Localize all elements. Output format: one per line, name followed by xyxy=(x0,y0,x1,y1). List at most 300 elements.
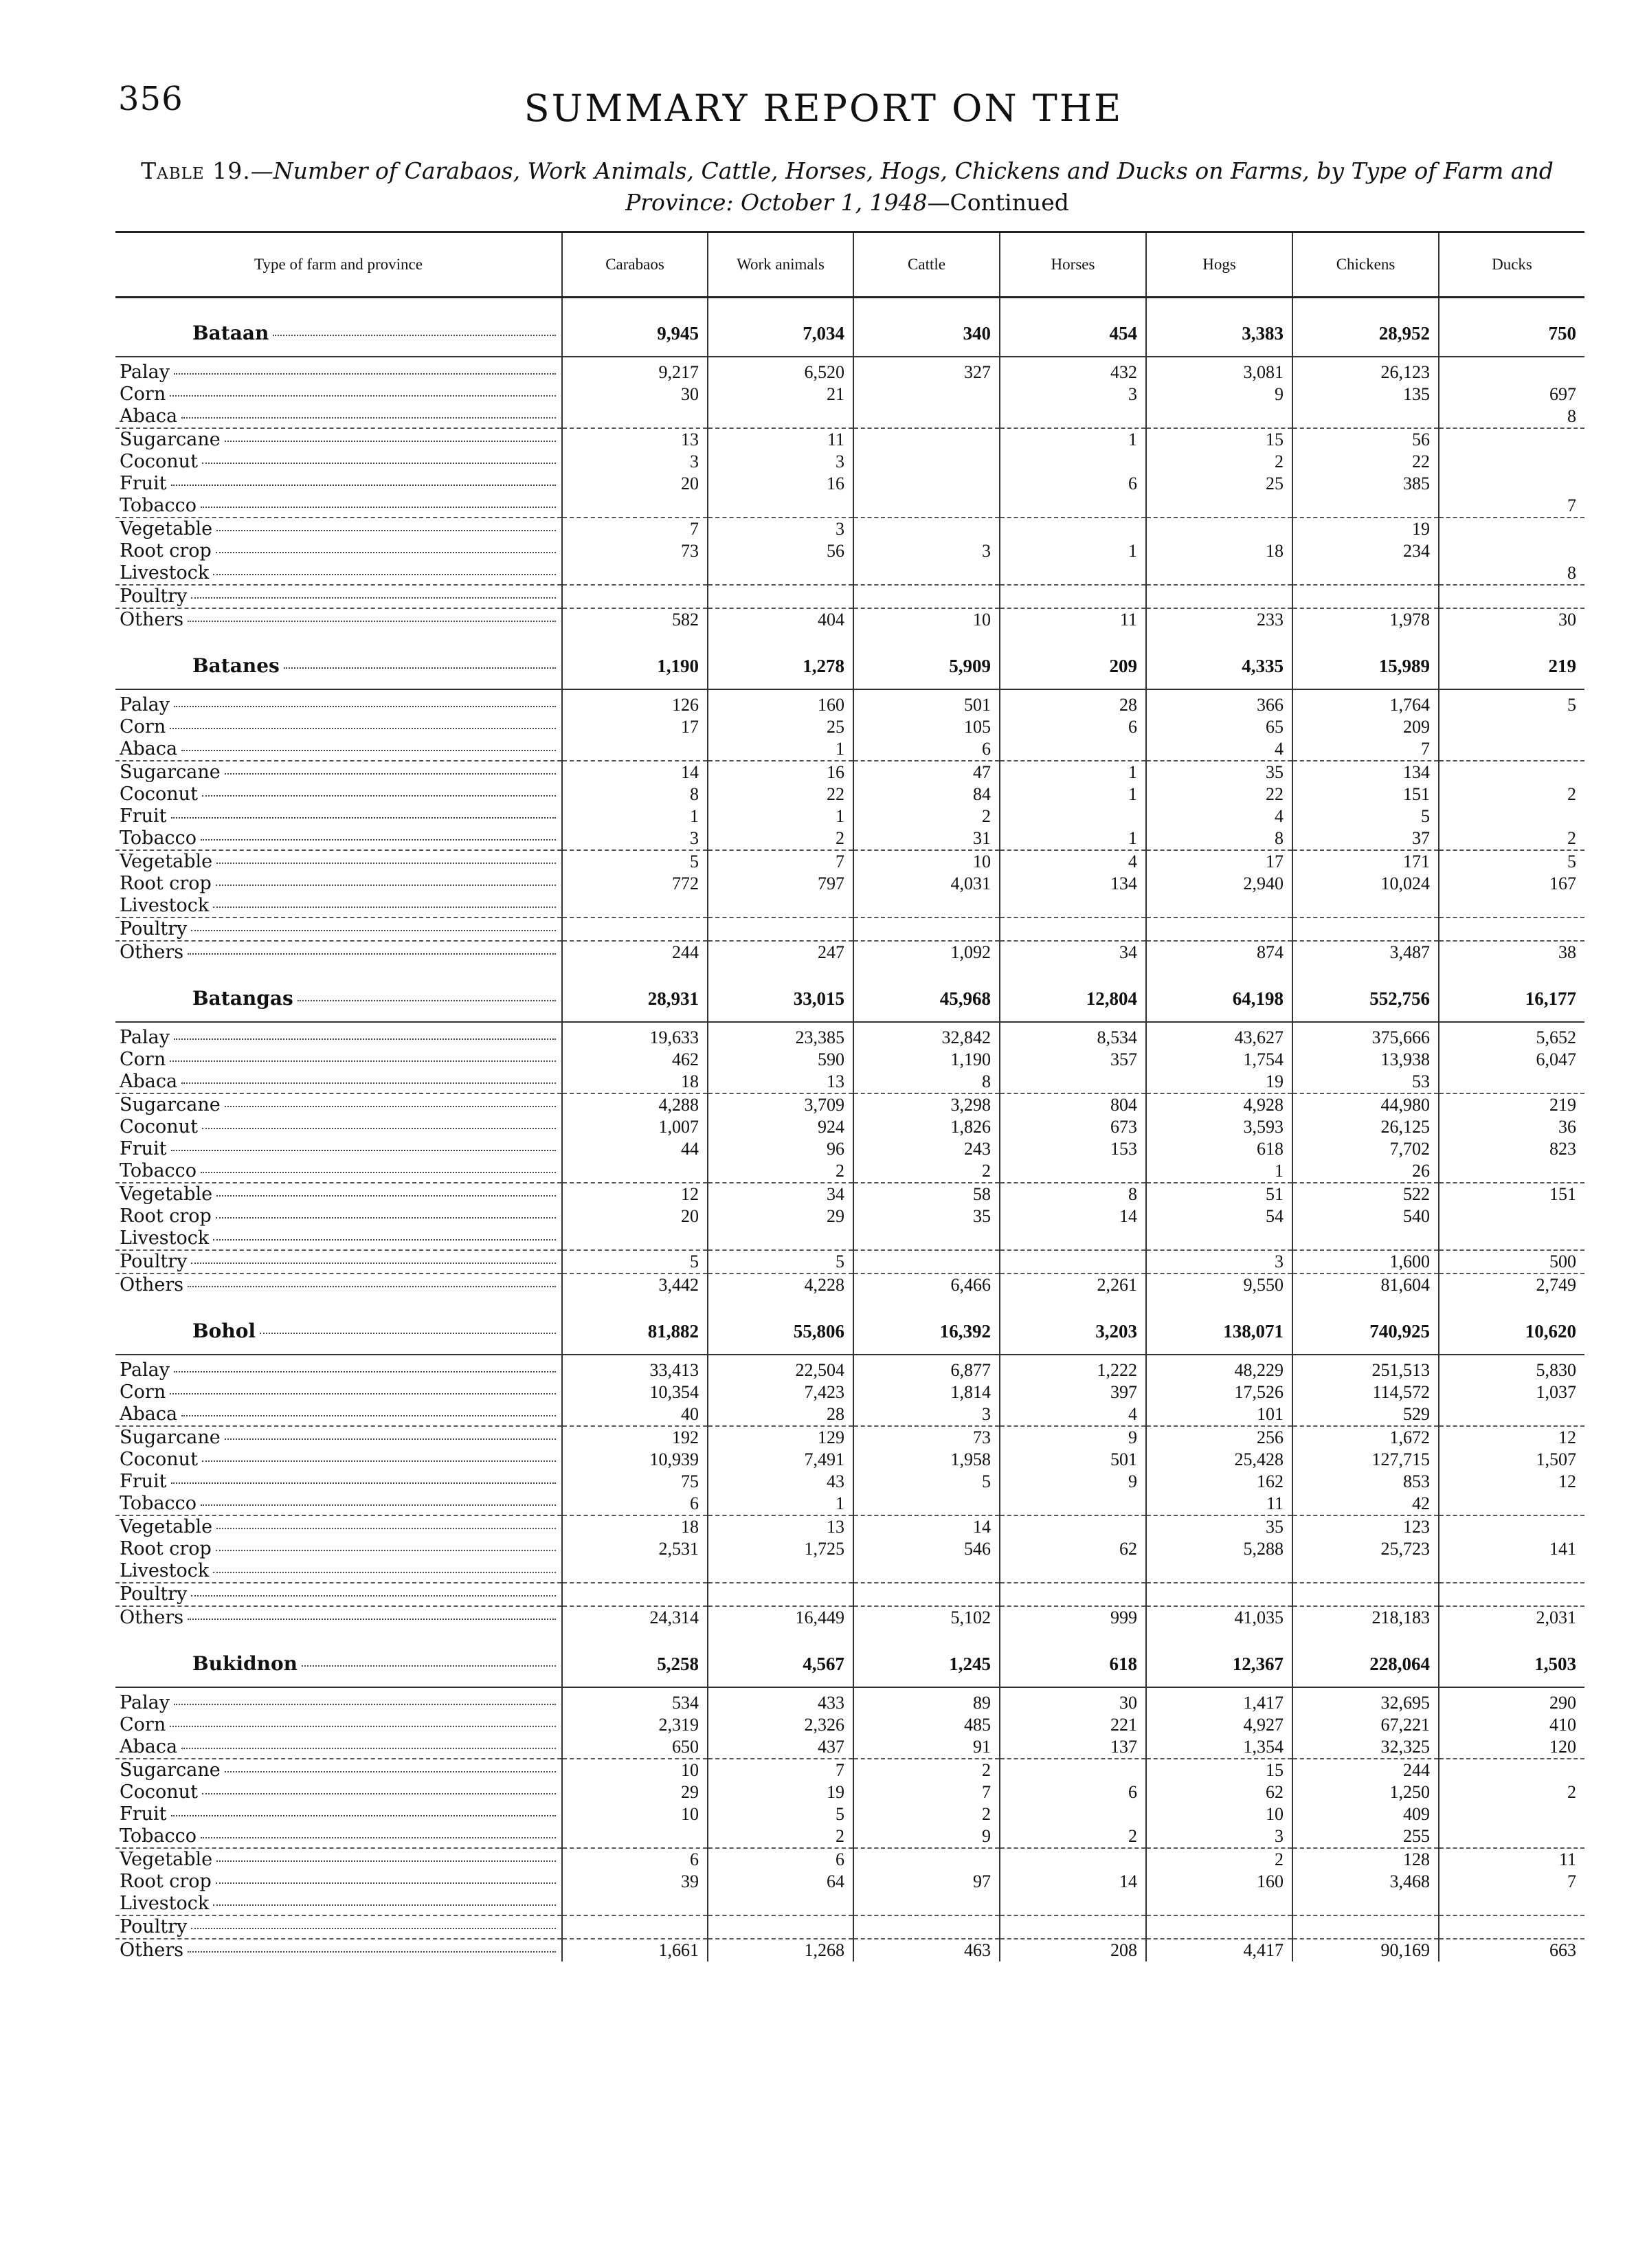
table-cell: 290 xyxy=(1439,1687,1584,1714)
table-cell: 5,909 xyxy=(853,643,1000,689)
running-title: SUMMARY REPORT ON THE xyxy=(524,87,1123,130)
row-label xyxy=(115,941,562,964)
table-cell: 522 xyxy=(1292,1183,1439,1205)
table-cell: 35 xyxy=(853,1205,1000,1227)
table-cell: 5 xyxy=(708,1803,853,1825)
table-cell: 3 xyxy=(562,827,708,850)
spacer-cell xyxy=(1439,964,1584,976)
table-cell xyxy=(708,1915,853,1939)
col-header-horses: Horses xyxy=(1000,232,1146,298)
table-cell: 2 xyxy=(853,1759,1000,1781)
table-cell: 432 xyxy=(1000,357,1146,383)
table-cell: 2 xyxy=(853,1160,1000,1183)
spacer-cell xyxy=(853,631,1000,643)
row-label xyxy=(115,405,562,428)
table-row xyxy=(115,540,1584,562)
table-cell xyxy=(853,405,1000,428)
table-cell xyxy=(853,473,1000,495)
farm-type-label: Tobacco xyxy=(120,827,197,849)
table-cell: 28,931 xyxy=(562,976,708,1022)
table-cell: 91 xyxy=(853,1736,1000,1759)
table-row xyxy=(115,428,1584,451)
table-cell: 3,468 xyxy=(1292,1871,1439,1893)
table-cell xyxy=(708,562,853,585)
table-cell: 17,526 xyxy=(1146,1381,1292,1403)
dot-leader xyxy=(181,417,556,419)
table-cell: 64,198 xyxy=(1146,976,1292,1022)
table-cell xyxy=(853,451,1000,473)
dot-leader xyxy=(201,839,556,841)
table-cell: 540 xyxy=(1292,1205,1439,1227)
table-cell: 500 xyxy=(1439,1250,1584,1274)
spacer-row xyxy=(115,1629,1584,1641)
table-continued: —Continued xyxy=(927,189,1069,216)
table-cell: 10,620 xyxy=(1439,1309,1584,1355)
row-label xyxy=(115,1538,562,1560)
farm-type-label: Tobacco xyxy=(120,495,197,516)
table-cell xyxy=(1439,451,1584,473)
table-cell: 2,749 xyxy=(1439,1274,1584,1296)
table-cell: 153 xyxy=(1000,1138,1146,1160)
dot-leader xyxy=(260,1333,556,1334)
table-cell: 3,593 xyxy=(1146,1116,1292,1138)
table-cell xyxy=(1439,473,1584,495)
spacer-cell xyxy=(1146,631,1292,643)
table-cell: 433 xyxy=(708,1687,853,1714)
table-row xyxy=(115,473,1584,495)
farm-type-label: Root crop xyxy=(120,1205,212,1227)
farm-type-label: Palay xyxy=(120,1027,170,1048)
row-label xyxy=(115,357,562,383)
spacer-cell xyxy=(708,298,853,311)
table-cell xyxy=(1000,1250,1146,1274)
table-cell: 16 xyxy=(708,473,853,495)
table-cell: 13 xyxy=(562,428,708,451)
table-cell: 1,007 xyxy=(562,1116,708,1138)
table-cell: 1,354 xyxy=(1146,1736,1292,1759)
table-cell: 4,228 xyxy=(708,1274,853,1296)
table-cell xyxy=(1439,1160,1584,1183)
table-cell: 772 xyxy=(562,873,708,895)
table-cell: 5,652 xyxy=(1439,1022,1584,1049)
table-cell: 26,125 xyxy=(1292,1116,1439,1138)
table-cell: 64 xyxy=(708,1871,853,1893)
table-cell xyxy=(1439,918,1584,941)
table-cell xyxy=(1439,1071,1584,1093)
table-cell: 19 xyxy=(1292,518,1439,540)
table-cell: 36 xyxy=(1439,1116,1584,1138)
table-cell: 123 xyxy=(1292,1515,1439,1538)
table-row xyxy=(115,1138,1584,1160)
table-cell: 12 xyxy=(1439,1471,1584,1493)
dot-leader xyxy=(202,1128,556,1129)
dot-leader xyxy=(188,621,556,622)
dot-leader xyxy=(201,507,556,508)
table-cell: 233 xyxy=(1146,608,1292,631)
table-cell xyxy=(1146,895,1292,918)
livestock-table xyxy=(115,231,1584,1961)
province-name xyxy=(115,1641,562,1687)
table-cell: 2 xyxy=(1146,451,1292,473)
table-cell: 141 xyxy=(1439,1538,1584,1560)
farm-type-label: Others xyxy=(120,1274,184,1296)
table-cell xyxy=(1292,895,1439,918)
table-cell: 134 xyxy=(1000,873,1146,895)
table-cell: 8,534 xyxy=(1000,1022,1146,1049)
table-cell: 8 xyxy=(1000,1183,1146,1205)
table-cell xyxy=(1292,1560,1439,1583)
table-cell: 13 xyxy=(708,1515,853,1538)
table-cell: 546 xyxy=(853,1538,1000,1560)
table-cell xyxy=(1292,495,1439,518)
table-cell: 3 xyxy=(1000,383,1146,405)
table-row xyxy=(115,1871,1584,1893)
table-cell xyxy=(1000,562,1146,585)
table-cell xyxy=(562,895,708,918)
spacer-cell xyxy=(562,631,708,643)
table-cell: 9 xyxy=(853,1825,1000,1848)
dot-leader xyxy=(191,930,556,931)
table-cell: 244 xyxy=(1292,1759,1439,1781)
table-cell xyxy=(1439,428,1584,451)
dot-leader xyxy=(188,1286,556,1287)
table-cell: 21 xyxy=(708,383,853,405)
table-cell xyxy=(1292,1915,1439,1939)
col-header-type: Type of farm and province xyxy=(115,232,562,298)
table-cell: 697 xyxy=(1439,383,1584,405)
dot-leader xyxy=(213,1572,556,1573)
farm-type-label: Others xyxy=(120,942,184,963)
table-cell: 16,449 xyxy=(708,1606,853,1629)
col-header-hogs: Hogs xyxy=(1146,232,1292,298)
spacer-cell xyxy=(115,631,562,643)
table-row xyxy=(115,873,1584,895)
farm-type-label: Sugarcane xyxy=(120,761,221,783)
dot-leader xyxy=(225,441,556,442)
spacer-cell xyxy=(1000,298,1146,311)
farm-type-label: Poultry xyxy=(120,586,188,607)
table-cell: 22 xyxy=(1146,783,1292,805)
table-cell: 6,466 xyxy=(853,1274,1000,1296)
dot-leader xyxy=(225,1106,556,1107)
table-cell xyxy=(562,918,708,941)
table-cell: 22 xyxy=(708,783,853,805)
table-cell: 33,015 xyxy=(708,976,853,1022)
table-row xyxy=(115,1538,1584,1560)
table-cell: 7 xyxy=(1439,495,1584,518)
farm-type-label: Vegetable xyxy=(120,851,213,872)
table-row xyxy=(115,783,1584,805)
row-label xyxy=(115,473,562,495)
table-cell: 437 xyxy=(708,1736,853,1759)
table-cell: 2 xyxy=(1439,783,1584,805)
dot-leader xyxy=(216,1860,556,1862)
dot-leader xyxy=(174,1704,556,1705)
table-row xyxy=(115,1471,1584,1493)
table-cell: 14 xyxy=(1000,1205,1146,1227)
table-cell: 151 xyxy=(1292,783,1439,805)
dot-leader xyxy=(216,1550,556,1551)
table-cell: 9 xyxy=(1000,1426,1146,1449)
table-cell: 47 xyxy=(853,761,1000,783)
table-cell: 1,190 xyxy=(562,643,708,689)
table-cell: 1,958 xyxy=(853,1449,1000,1471)
table-cell xyxy=(708,1583,853,1606)
table-cell: 463 xyxy=(853,1939,1000,1961)
table-cell: 6,047 xyxy=(1439,1049,1584,1071)
province-total-row xyxy=(115,976,1584,1022)
row-label xyxy=(115,761,562,783)
table-cell xyxy=(1146,495,1292,518)
table-cell xyxy=(1000,1803,1146,1825)
dot-leader xyxy=(216,530,556,531)
table-row xyxy=(115,1803,1584,1825)
row-label xyxy=(115,873,562,895)
farm-type-label: Sugarcane xyxy=(120,1759,221,1781)
row-label xyxy=(115,1583,562,1606)
table-cell: 135 xyxy=(1292,383,1439,405)
table-row xyxy=(115,1449,1584,1471)
table-cell: 11 xyxy=(708,428,853,451)
col-header-work-animals: Work animals xyxy=(708,232,853,298)
table-cell xyxy=(1000,1493,1146,1515)
dot-leader xyxy=(213,1904,556,1906)
table-cell xyxy=(1000,495,1146,518)
table-cell xyxy=(562,1583,708,1606)
spacer-cell xyxy=(853,1296,1000,1309)
table-cell: 35 xyxy=(1146,1515,1292,1538)
table-label: Table 19. xyxy=(141,157,251,184)
table-row xyxy=(115,1915,1584,1939)
table-cell: 53 xyxy=(1292,1071,1439,1093)
table-cell: 209 xyxy=(1292,716,1439,738)
table-row xyxy=(115,1183,1584,1205)
table-cell: 7 xyxy=(1292,738,1439,761)
table-cell: 1,417 xyxy=(1146,1687,1292,1714)
table-row xyxy=(115,608,1584,631)
table-cell xyxy=(1439,585,1584,608)
table-cell: 582 xyxy=(562,608,708,631)
table-cell xyxy=(1439,716,1584,738)
table-cell xyxy=(1146,1560,1292,1583)
province-total-row xyxy=(115,643,1584,689)
table-cell xyxy=(1292,918,1439,941)
province-name xyxy=(115,1309,562,1355)
table-cell: 251,513 xyxy=(1292,1355,1439,1381)
row-label xyxy=(115,1426,562,1449)
row-label xyxy=(115,518,562,540)
row-label xyxy=(115,850,562,873)
row-label xyxy=(115,495,562,518)
row-label xyxy=(115,1227,562,1250)
table-cell xyxy=(708,895,853,918)
table-cell: 4,335 xyxy=(1146,643,1292,689)
table-cell: 247 xyxy=(708,941,853,964)
dot-leader xyxy=(170,1726,556,1727)
row-label xyxy=(115,1915,562,1939)
row-label xyxy=(115,1759,562,1781)
table-cell: 26,123 xyxy=(1292,357,1439,383)
table-cell xyxy=(1000,518,1146,540)
spacer-cell xyxy=(1292,1629,1439,1641)
table-cell xyxy=(1146,1227,1292,1250)
table-cell: 101 xyxy=(1146,1403,1292,1426)
col-header-ducks: Ducks xyxy=(1439,232,1584,298)
dot-leader xyxy=(284,667,556,669)
spacer-cell xyxy=(1292,1296,1439,1309)
spacer-cell xyxy=(1000,1629,1146,1641)
table-cell: 7 xyxy=(853,1781,1000,1803)
table-cell: 529 xyxy=(1292,1403,1439,1426)
table-cell: 7 xyxy=(708,850,853,873)
table-cell: 6 xyxy=(562,1493,708,1515)
table-cell xyxy=(853,383,1000,405)
table-cell: 1,092 xyxy=(853,941,1000,964)
farm-type-label: Abaca xyxy=(120,738,178,759)
table-cell: 2,031 xyxy=(1439,1606,1584,1629)
table-cell xyxy=(562,1915,708,1939)
row-label xyxy=(115,1736,562,1759)
table-cell: 120 xyxy=(1439,1736,1584,1759)
table-cell: 1,245 xyxy=(853,1641,1000,1687)
table-cell: 3,487 xyxy=(1292,941,1439,964)
table-cell: 501 xyxy=(1000,1449,1146,1471)
table-cell: 397 xyxy=(1000,1381,1146,1403)
dot-leader xyxy=(171,1482,556,1484)
table-cell: 8 xyxy=(1439,562,1584,585)
table-cell: 31 xyxy=(853,827,1000,850)
table-cell: 67,221 xyxy=(1292,1714,1439,1736)
table-cell xyxy=(1439,1893,1584,1915)
table-cell: 385 xyxy=(1292,473,1439,495)
table-cell: 924 xyxy=(708,1116,853,1138)
table-cell: 22,504 xyxy=(708,1355,853,1381)
table-cell: 30 xyxy=(1000,1687,1146,1714)
row-label xyxy=(115,1939,562,1961)
table-caption xyxy=(122,155,1572,219)
row-label xyxy=(115,689,562,716)
table-cell: 25,428 xyxy=(1146,1449,1292,1471)
table-cell: 1 xyxy=(708,805,853,827)
table-cell xyxy=(1439,805,1584,827)
farm-type-label: Livestock xyxy=(120,1893,210,1914)
table-row xyxy=(115,451,1584,473)
row-label xyxy=(115,608,562,631)
table-cell: 1,754 xyxy=(1146,1049,1292,1071)
table-row xyxy=(115,562,1584,585)
table-cell: 5 xyxy=(853,1471,1000,1493)
table-cell: 6 xyxy=(562,1848,708,1871)
farm-type-label: Sugarcane xyxy=(120,429,221,450)
table-cell: 357 xyxy=(1000,1049,1146,1071)
table-cell: 54 xyxy=(1146,1205,1292,1227)
table-row xyxy=(115,383,1584,405)
table-cell: 81,604 xyxy=(1292,1274,1439,1296)
table-cell xyxy=(1292,1227,1439,1250)
row-label xyxy=(115,1848,562,1871)
farm-type-label: Sugarcane xyxy=(120,1427,221,1448)
row-label xyxy=(115,540,562,562)
table-cell: 5,288 xyxy=(1146,1538,1292,1560)
table-cell xyxy=(1000,1583,1146,1606)
table-cell: 6,877 xyxy=(853,1355,1000,1381)
table-cell: 7,702 xyxy=(1292,1138,1439,1160)
dot-leader xyxy=(216,1217,556,1219)
table-cell: 127,715 xyxy=(1292,1449,1439,1471)
spacer-cell xyxy=(708,631,853,643)
table-cell xyxy=(1292,562,1439,585)
table-cell xyxy=(1439,738,1584,761)
dot-leader xyxy=(213,907,556,908)
table-cell: 7 xyxy=(1439,1871,1584,1893)
spacer-cell xyxy=(1000,964,1146,976)
farm-type-label: Fruit xyxy=(120,1471,167,1492)
table-cell xyxy=(1000,405,1146,428)
table-row xyxy=(115,918,1584,941)
table-cell xyxy=(853,1915,1000,1939)
table-cell: 10,939 xyxy=(562,1449,708,1471)
spacer-cell xyxy=(115,964,562,976)
table-cell: 410 xyxy=(1439,1714,1584,1736)
spacer-cell xyxy=(115,298,562,311)
dot-leader xyxy=(225,1438,556,1440)
table-cell: 1,268 xyxy=(708,1939,853,1961)
table-cell: 4,927 xyxy=(1146,1714,1292,1736)
table-cell xyxy=(1000,585,1146,608)
farm-type-label: Coconut xyxy=(120,451,198,472)
farm-type-label: Others xyxy=(120,1939,184,1961)
table-cell xyxy=(1000,1515,1146,1538)
farm-type-label: Fruit xyxy=(120,1138,167,1159)
table-cell xyxy=(1000,1759,1146,1781)
row-label xyxy=(115,1160,562,1183)
table-cell: 10,354 xyxy=(562,1381,708,1403)
table-cell xyxy=(1146,562,1292,585)
table-cell xyxy=(1000,451,1146,473)
table-cell: 9,945 xyxy=(562,311,708,357)
table-row xyxy=(115,1116,1584,1138)
table-cell: 97 xyxy=(853,1871,1000,1893)
table-cell xyxy=(708,405,853,428)
table-cell: 874 xyxy=(1146,941,1292,964)
farm-type-label: Root crop xyxy=(120,1871,212,1892)
row-label xyxy=(115,1471,562,1493)
table-cell: 81,882 xyxy=(562,1309,708,1355)
table-cell xyxy=(1439,1583,1584,1606)
table-cell: 3,203 xyxy=(1000,1309,1146,1355)
table-cell: 2 xyxy=(853,1803,1000,1825)
row-label xyxy=(115,895,562,918)
table-cell: 5 xyxy=(562,850,708,873)
dot-leader xyxy=(202,463,556,464)
row-label xyxy=(115,1183,562,1205)
table-cell: 11 xyxy=(1000,608,1146,631)
table-cell xyxy=(853,562,1000,585)
table-cell: 1,672 xyxy=(1292,1426,1439,1449)
table-cell: 234 xyxy=(1292,540,1439,562)
province-name xyxy=(115,311,562,357)
table-cell: 18 xyxy=(562,1071,708,1093)
dot-leader xyxy=(181,1082,556,1084)
table-cell xyxy=(1292,1583,1439,1606)
table-cell: 209 xyxy=(1000,643,1146,689)
table-row xyxy=(115,1939,1584,1961)
dot-leader xyxy=(213,1239,556,1241)
farm-type-label: Others xyxy=(120,609,184,630)
table-cell: 14 xyxy=(562,761,708,783)
table-cell: 134 xyxy=(1292,761,1439,783)
table-row xyxy=(115,1781,1584,1803)
